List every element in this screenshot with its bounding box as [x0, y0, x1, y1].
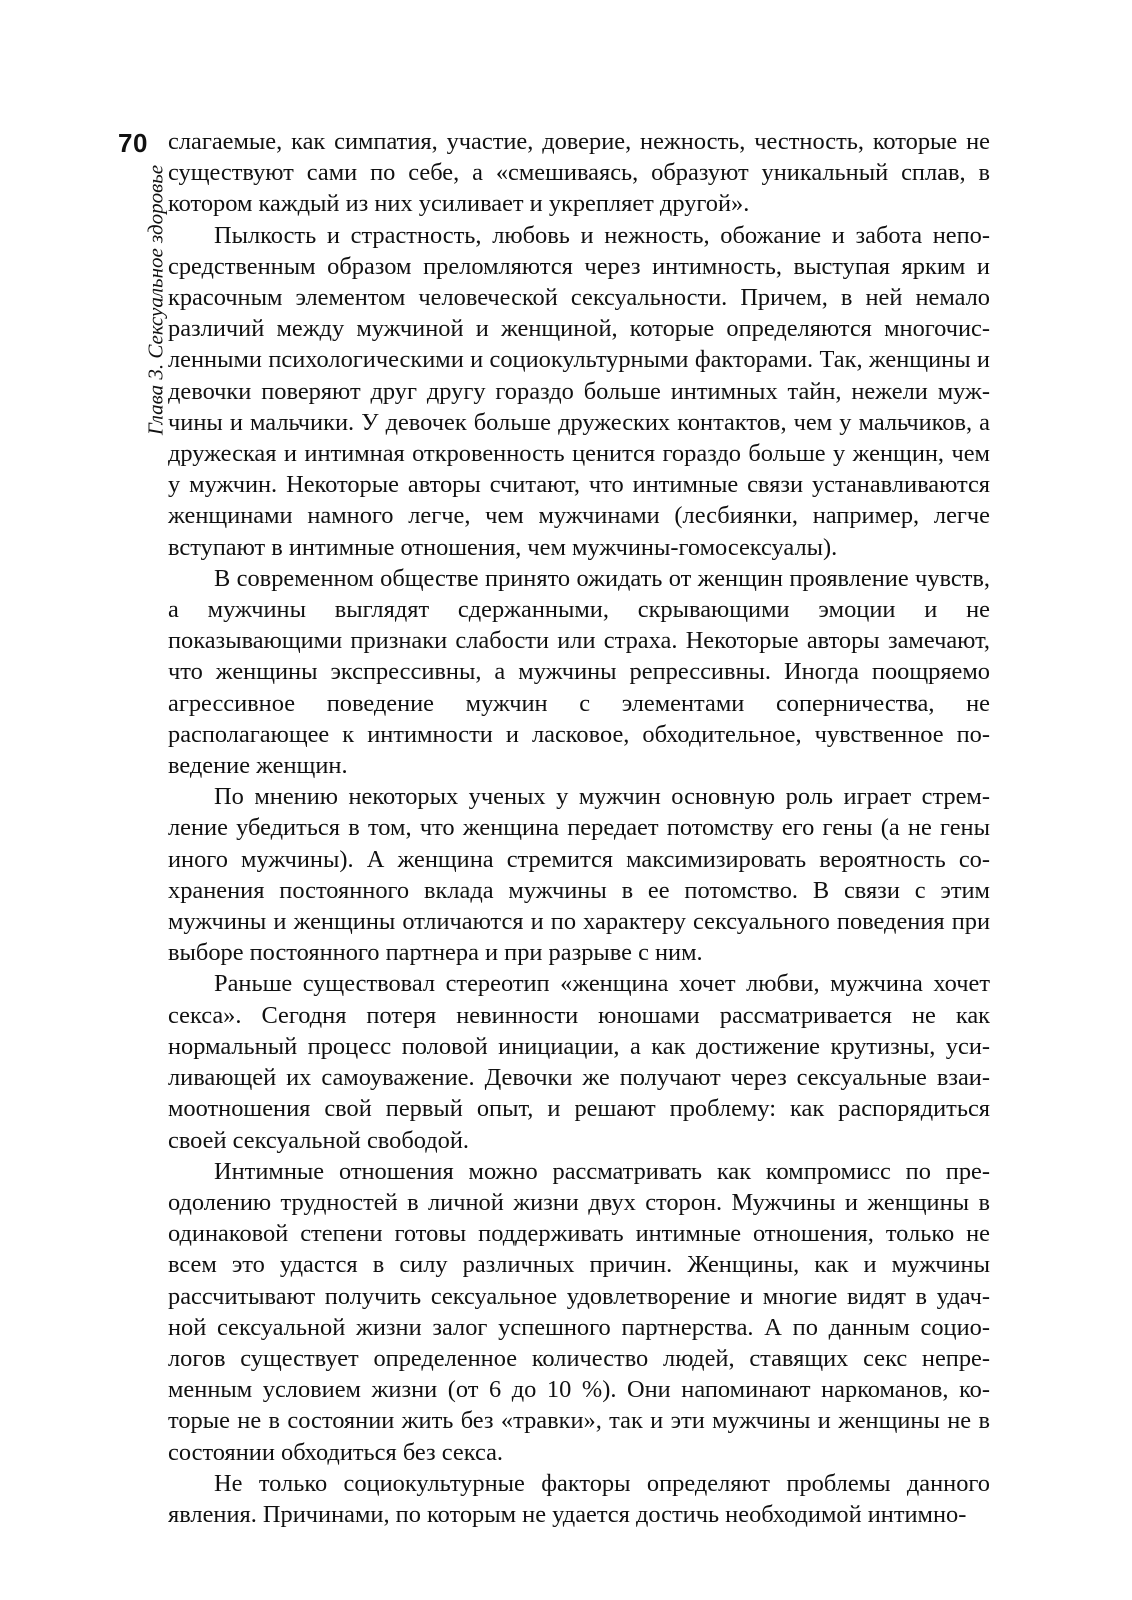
- text-body: [168, 126, 990, 1530]
- page-number: 70: [118, 128, 148, 158]
- paragraph-2: Пылкость и страстность, любовь и нежность, обожание и забота непосредственным образом преломляются через интимность, выступая ярким и красочным элементом человеческой сексуальности. Причем, в ней немало различий между мужчиной и женщиной, которые определяются многочисленными психологическими и социокультурными факторами. Так, женщины и девочки поверяют друг другу гораздо больше интимных тайн, нежели мужчины и мальчики. У девочек больше дружеских контактов, чем у мальчиков, а дружеская и интимная откровенность ценится гораздо больше у женщин, чем у мужчин. Некоторые авторы считают, что интимные связи устанавливаются женщинами намного легче, чем мужчинами (лесбиянки, например, легче вступают в интимные отношения, чем мужчины-гомосексуалы).: [168, 221, 990, 561]
- paragraph-3: В современном обществе принято ожидать от женщин проявление чувств, а мужчины выглядят сдержанными, скрывающими эмоции и не показывающими признаки слабости или страха. Некоторые авторы замечают, что женщины экспрессивны, а мужчины репрессивны. Иногда поощряемо агрессивное поведение мужчин с элементами соперничества, не располагающее к интимности и ласковое, обходительное, чувственное поведение женщин.: [168, 564, 990, 780]
- running-head: Глава 3. Сексуальное здоровье: [143, 164, 168, 436]
- paragraph-1: слагаемые, как симпатия, участие, доверие, нежность, честность, которые не существуют сами по себе, а «смешиваясь, образуют уникальный сплав, в котором каждый из них усиливает и укрепляет другой».: [168, 128, 990, 218]
- paragraph-4: По мнению некоторых ученых у мужчин основную роль играет стремление убедиться в том, что женщина передает потомству его гены (а не гены иного мужчины). А женщина стремится максимизировать вероятность сохранения постоянного вклада мужчины в ее потомство. В связи с этим мужчины и женщины отличаются и по характеру сексуального поведения при выборе постоянного партнера и при разрыве с ним.: [168, 783, 990, 967]
- paragraph-7: Не только социокультурные факторы определяют проблемы данного явления. Причинами, по которым не удается достичь необходимой интимно-: [168, 1469, 990, 1528]
- paragraph-6: Интимные отношения можно рассматривать как компромисс по преодолению трудностей в личной жизни двух сторон. Мужчины и женщины в одинаковой степени готовы поддерживать интимные отношения, только не всем это удастся в силу различных причин. Женщины, как и мужчины рассчитывают получить сексуальное удовлетворение и многие видят в удачной сексуальной жизни залог успешного партнерства. А по данным социологов существует определенное количество людей, ставящих секс непременным условием жизни (от 6 до 10 %). Они напоминают наркоманов, которые не в состоянии жить без «травки», так и эти мужчины и женщины не в состоянии обходиться без секса.: [168, 1157, 990, 1466]
- paragraph-5: Раньше существовал стереотип «женщина хочет любви, мужчина хочет секса». Сегодня потеря невинности юношами рассматривается не как нормальный процесс половой инициации, а как достижение крутизны, усиливающей их самоуважение. Девочки же получают через сексуальные взаимоотношения свой первый опыт, и решают проблему: как распорядиться своей сексуальной свободой.: [168, 970, 990, 1154]
